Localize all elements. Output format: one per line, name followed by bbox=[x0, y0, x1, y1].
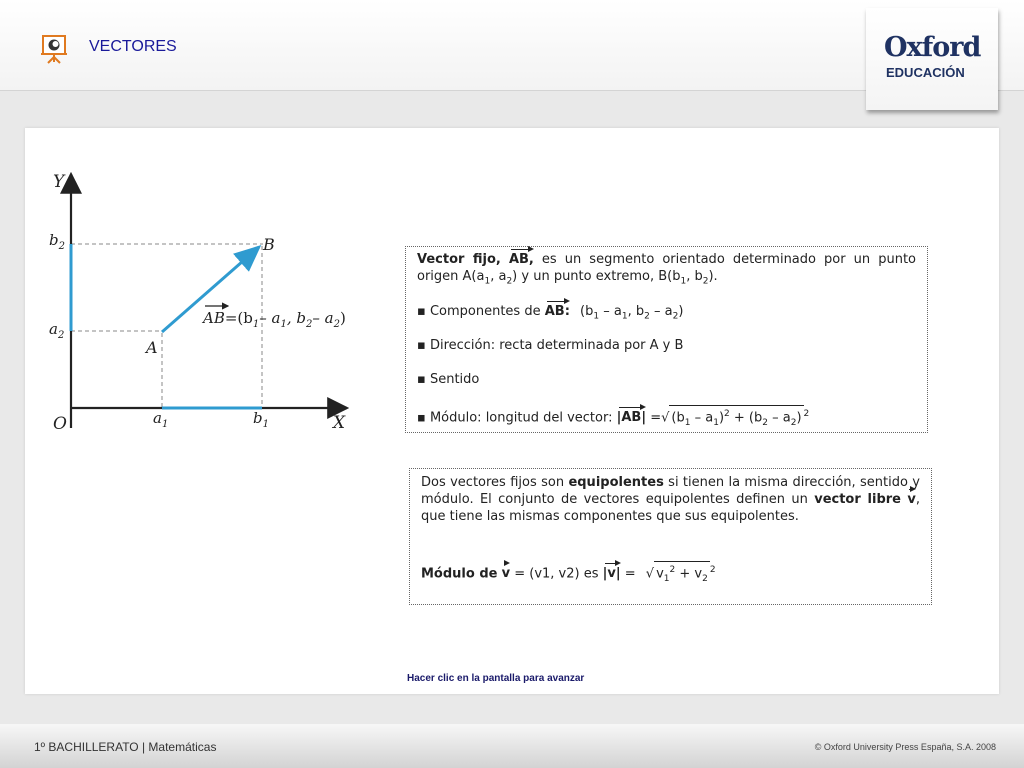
logo-educacion-text: EDUCACIÓN bbox=[886, 65, 965, 80]
vector-fijo-title: Vector fijo, bbox=[417, 252, 501, 267]
vector-formula: $AB=(b_1-$ $a_1$, $b_2-$ $a_2$) bbox=[203, 309, 346, 330]
advance-hint: Hacer clic en la pantalla para avanzar bbox=[407, 673, 585, 684]
bullet-direccion: ▪ Dirección: recta determinada por A y B bbox=[417, 338, 684, 353]
vector-fijo-box bbox=[405, 246, 928, 433]
oxford-logo bbox=[866, 8, 998, 110]
presentation-board-icon bbox=[40, 32, 68, 64]
origin-label: O bbox=[53, 414, 67, 434]
point-a-label: A bbox=[146, 338, 158, 357]
modulo-libre: Módulo de v = (v1, v2) es |v| = √ $v_1^2 + v_2^2$ bbox=[421, 561, 716, 588]
footer-course: 1º BACHILLERATO | Matemáticas bbox=[34, 740, 217, 754]
vector-libre-box bbox=[409, 468, 932, 605]
bullet-modulo: ▪ Módulo: longitud del vector: |AB| =√ $(b_1 - a_1)^2 + (b_2 - a_2)$ $^2$ bbox=[417, 405, 809, 432]
footer bbox=[0, 724, 1024, 768]
a1-label: $a_1$ bbox=[153, 409, 169, 430]
point-b-label: B bbox=[263, 235, 275, 254]
x-axis-label: X bbox=[333, 413, 346, 433]
modulo-libre-root: √ $v_1^2 + v_2^2$ bbox=[646, 561, 716, 588]
modulo-root: √ $(b_1 - a_1)^2 + (b_2 - a_2)$ $^2$ bbox=[661, 405, 809, 432]
b1-label: $b_1$ bbox=[253, 409, 269, 430]
vector-graph bbox=[25, 128, 385, 448]
logo-oxford-text: Oxford bbox=[884, 32, 981, 63]
footer-copyright: © Oxford University Press España, S.A. 2008 bbox=[814, 742, 996, 752]
y-axis-label: Y bbox=[53, 172, 65, 192]
equipolentes-definition: Dos vectores fijos son equipolentes si tienen la misma dirección, sentido y módulo. El conjunto de vectores equipolentes definen un vector libre v, que tiene las mismas componentes que sus equipolentes. bbox=[421, 475, 920, 524]
vector-fijo-definition: Vector fijo, AB, es un segmento orientado determinado por un punto origen $A(a_1$, $a_2$) y un punto extremo, $B(b_1$, $b_2$). bbox=[417, 252, 916, 287]
slide-content[interactable] bbox=[25, 128, 999, 694]
a2-label: $a_2$ bbox=[49, 320, 65, 341]
page-title: VECTORES bbox=[89, 38, 177, 55]
bullet-componentes: ▪ Componentes de AB: ($b_1 - a_1$, $b_2 - a_2$) bbox=[417, 304, 684, 322]
bullet-sentido: ▪ Sentido bbox=[417, 372, 480, 387]
vector-ab-symbol: AB, bbox=[508, 252, 534, 267]
b2-label: $b_2$ bbox=[49, 231, 65, 252]
